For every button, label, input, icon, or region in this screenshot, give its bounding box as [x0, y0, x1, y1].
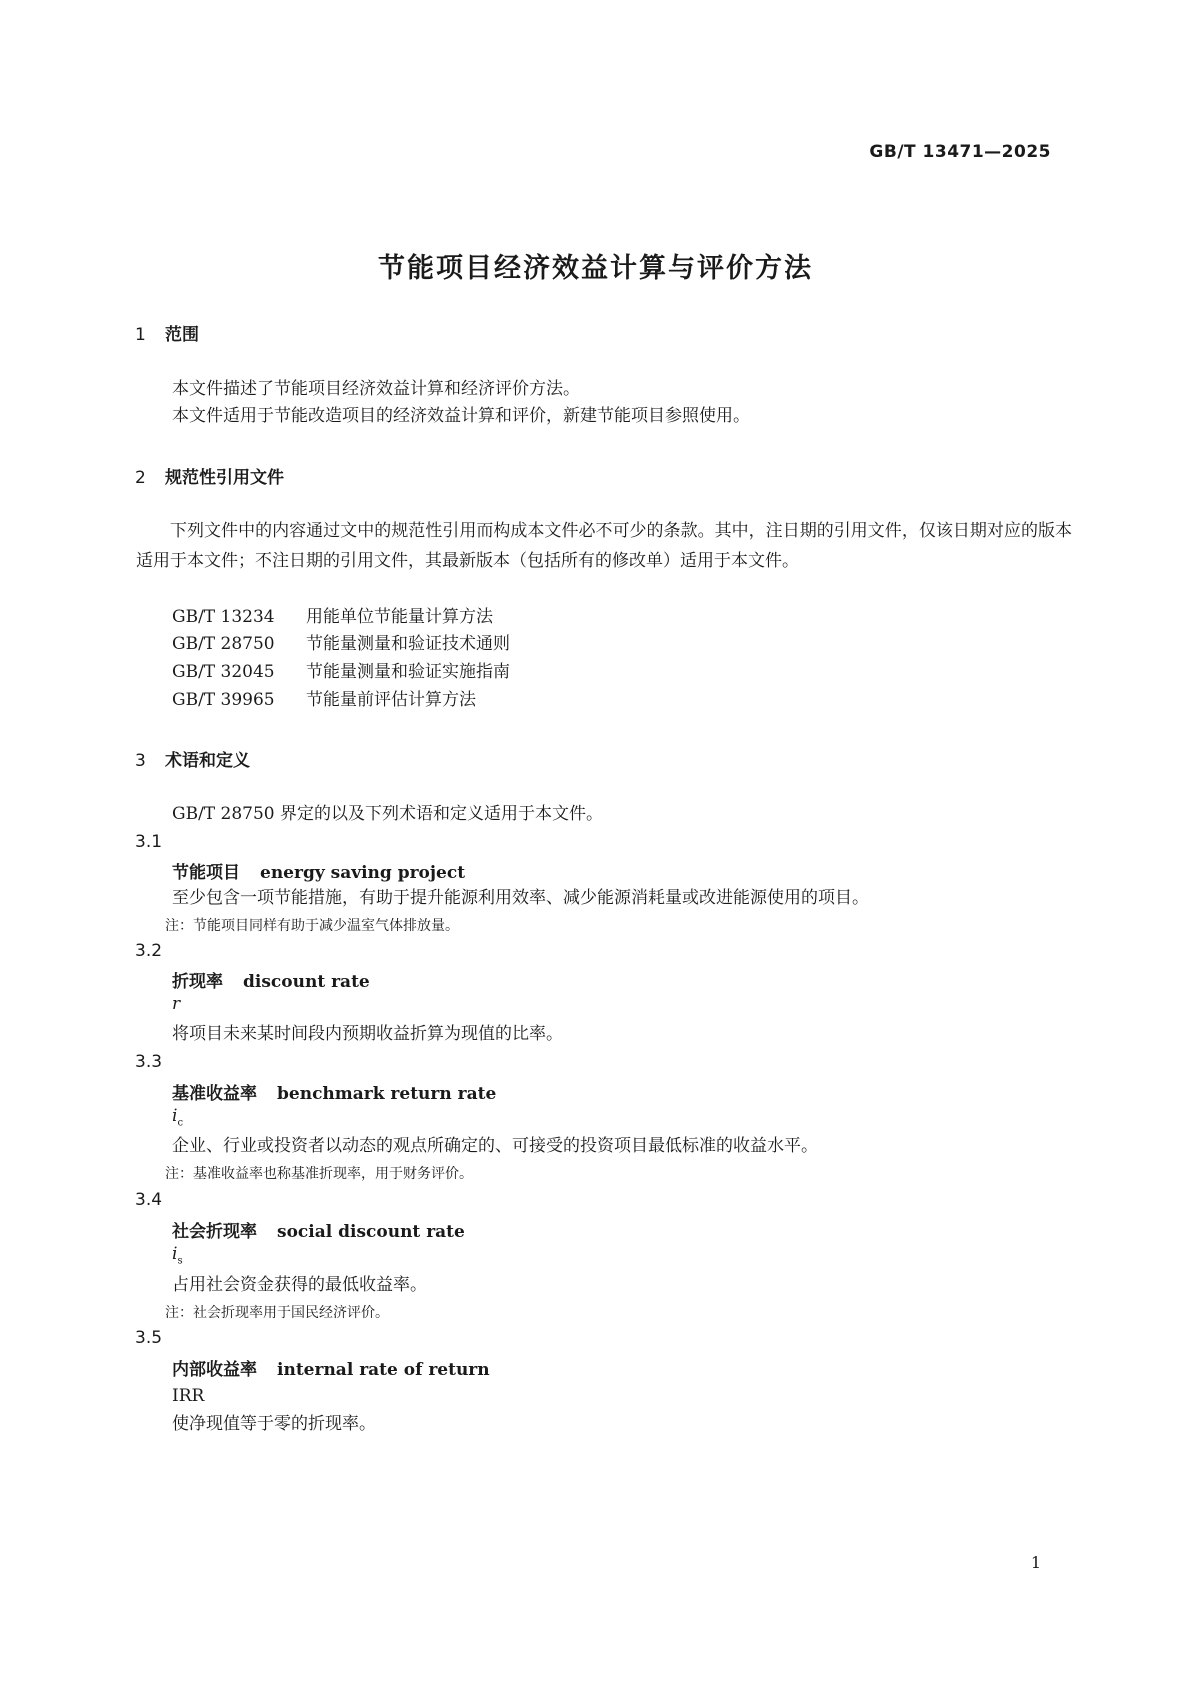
- reference-item: [172, 686, 476, 714]
- term-number: 3.2: [135, 941, 163, 961]
- term-heading: [172, 1217, 465, 1242]
- term-definition: 使净现值等于零的折现率。: [172, 1414, 376, 1434]
- term-zh: 节能项目: [172, 863, 240, 883]
- reference-code: GB/T 13234: [172, 607, 275, 627]
- paragraph: 本文件适用于节能改造项目的经济效益计算和评价，新建节能项目参照使用。: [172, 406, 750, 426]
- term-en: discount rate: [243, 972, 370, 992]
- term-symbol: [172, 1106, 183, 1128]
- term-note: 注：基准收益率也称基准折现率，用于财务评价。: [165, 1166, 473, 1182]
- page-number: 1: [1030, 1553, 1041, 1572]
- symbol-subscript: c: [177, 1117, 184, 1129]
- term-heading: [172, 1079, 496, 1104]
- term-number: 3.3: [135, 1052, 163, 1072]
- term-zh: 内部收益率: [172, 1360, 257, 1380]
- term-definition: 占用社会资金获得的最低收益率。: [172, 1275, 427, 1295]
- term-definition: 将项目未来某时间段内预期收益折算为现值的比率。: [172, 1024, 563, 1044]
- intro-paragraph: GB/T 28750 界定的以及下列术语和定义适用于本文件。: [172, 804, 604, 824]
- symbol-main: i: [172, 1106, 178, 1126]
- reference-item: [172, 603, 493, 631]
- section-title: 术语和定义: [165, 751, 250, 771]
- document-title: 节能项目经济效益计算与评价方法: [378, 253, 813, 284]
- section-heading: [135, 463, 284, 488]
- term-en: energy saving project: [260, 863, 466, 883]
- term-number: 3.1: [135, 832, 163, 852]
- term-number: 3.4: [135, 1190, 163, 1210]
- term-zh: 基准收益率: [172, 1084, 257, 1104]
- paragraph: 本文件描述了节能项目经济效益计算和经济评价方法。: [172, 379, 580, 399]
- section-number: 2: [135, 468, 146, 488]
- reference-title: 用能单位节能量计算方法: [306, 607, 493, 627]
- section-number: 1: [135, 325, 146, 345]
- reference-item: [172, 630, 510, 658]
- term-symbol: IRR: [172, 1386, 205, 1406]
- intro-paragraph: 下列文件中的内容通过文中的规范性引用而构成本文件必不可少的条款。其中，注日期的引用文件，仅该日期对应的版本适用于本文件；不注日期的引用文件，其最新版本（包括所有的修改单）适用于本文件。: [136, 521, 1072, 571]
- term-zh: 折现率: [172, 972, 223, 992]
- symbol-main: i: [172, 1244, 178, 1264]
- term-symbol: r: [172, 994, 181, 1014]
- term-en: benchmark return rate: [277, 1084, 497, 1104]
- term-note: 注：社会折现率用于国民经济评价。: [165, 1305, 389, 1321]
- reference-title: 节能量前评估计算方法: [306, 690, 476, 710]
- reference-code: GB/T 39965: [172, 690, 275, 710]
- term-definition: 企业、行业或投资者以动态的观点所确定的、可接受的投资项目最低标准的收益水平。: [172, 1136, 818, 1156]
- term-number: 3.5: [135, 1328, 163, 1348]
- section-number: 3: [135, 751, 146, 771]
- section-heading: [135, 746, 250, 771]
- reference-code: GB/T 28750: [172, 634, 275, 654]
- section-title: 范围: [165, 325, 199, 345]
- term-symbol: [172, 1244, 183, 1266]
- term-zh: 社会折现率: [172, 1222, 257, 1242]
- standard-code: GB/T 13471—2025: [869, 142, 1051, 162]
- term-en: social discount rate: [277, 1222, 465, 1242]
- reference-title: 节能量测量和验证实施指南: [306, 662, 510, 682]
- reference-code: GB/T 32045: [172, 662, 275, 682]
- term-definition: 至少包含一项节能措施，有助于提升能源利用效率、减少能源消耗量或改进能源使用的项目。: [172, 888, 869, 908]
- reference-title: 节能量测量和验证技术通则: [306, 634, 510, 654]
- reference-item: [172, 658, 510, 686]
- section-heading: [135, 320, 199, 345]
- term-heading: [172, 967, 370, 992]
- term-heading: [172, 858, 465, 883]
- term-en: internal rate of return: [277, 1360, 490, 1380]
- term-note: 注：节能项目同样有助于减少温室气体排放量。: [165, 918, 459, 934]
- term-heading: [172, 1355, 490, 1380]
- section-title: 规范性引用文件: [165, 468, 284, 488]
- symbol-subscript: s: [177, 1255, 183, 1267]
